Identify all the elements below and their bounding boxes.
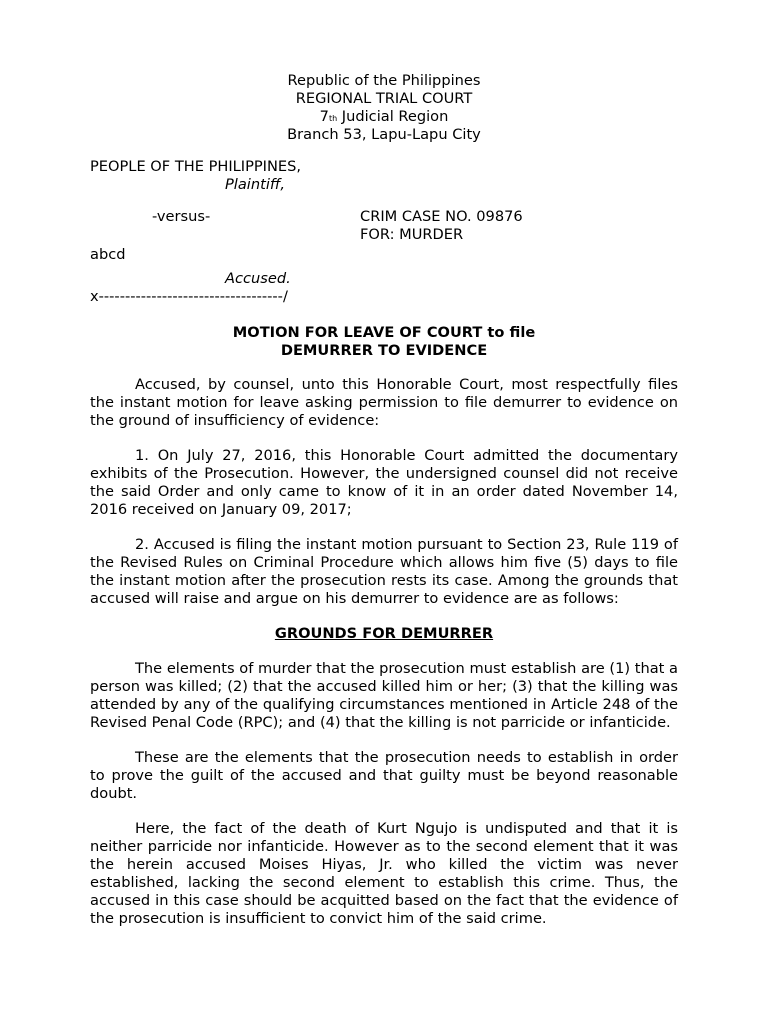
region-number: 7 [319,108,329,125]
caption-divider: x-----------------------------------/ [90,288,288,305]
paragraph-2: 2. Accused is filing the instant motion pursuant to Section 23, Rule 119 of the Revised Rules on Criminal Procedure which allows him five (5) days to file the instant motion after the prosecution rests its case. Among the grounds that accused will raise and argue on his demurrer to evidence are as follows: [90,536,678,607]
grounds-paragraph-2: These are the elements that the prosecution needs to establish in order to prove the guilt of the accused and that guilty must be beyond reasonable doubt. [90,749,678,802]
region-text: Judicial Region [337,108,449,125]
paragraph-1: 1. On July 27, 2016, this Honorable Court admitted the documentary exhibits of the Prosecution. However, the undersigned counsel did not receive the said Order and only came to know of it in an order dated November 14, 2016 received on January 09, 2017; [90,447,678,518]
accused-role: Accused. [225,270,291,287]
motion-title [90,324,678,360]
motion-title-line1: MOTION FOR LEAVE OF COURT to file [232,324,536,341]
header-branch: Branch 53, Lapu-Lapu City [287,126,481,143]
plaintiff-name: PEOPLE OF THE PHILIPPINES, [90,158,302,175]
case-number: CRIM CASE NO. 09876 [360,208,523,225]
case-offense: FOR: MURDER [360,226,464,243]
header-court: REGIONAL TRIAL COURT [295,90,473,107]
motion-title-line2: DEMURRER TO EVIDENCE [280,342,488,359]
grounds-paragraph-1: The elements of murder that the prosecution must establish are (1) that a person was killed; (2) that the accused killed him or her; (3) that the killing was attended by any of the qualifying circumstances mentioned in Article 248 of the Revised Penal Code (RPC); and (4) that the killing is not parricide or infanticide. [90,660,678,731]
versus-label: -versus- [152,208,211,225]
document-page [90,72,678,945]
accused-name: abcd [90,246,126,263]
plaintiff-role: Plaintiff, [225,176,286,193]
grounds-title: GROUNDS FOR DEMURRER [274,625,494,642]
case-caption [90,158,678,306]
header-region [90,108,678,126]
region-suffix: th [328,114,338,123]
header-republic: Republic of the Philippines [287,72,481,89]
grounds-paragraph-3: Here, the fact of the death of Kurt Ngujo is undisputed and that it is neither parricide nor infanticide. However as to the second element that it was the herein accused Moises Hiyas, Jr. who killed the victim was never established, lacking the second element to establish this crime. Thus, the accused in this case should be acquitted based on the fact that the evidence of the prosecution is insufficient to convict him of the said crime. [90,820,678,927]
court-header [90,72,678,144]
paragraph-intro: Accused, by counsel, unto this Honorable Court, most respectfully files the instant motion for leave asking permission to file demurrer to evidence on the ground of insufficiency of evidence: [90,376,678,429]
